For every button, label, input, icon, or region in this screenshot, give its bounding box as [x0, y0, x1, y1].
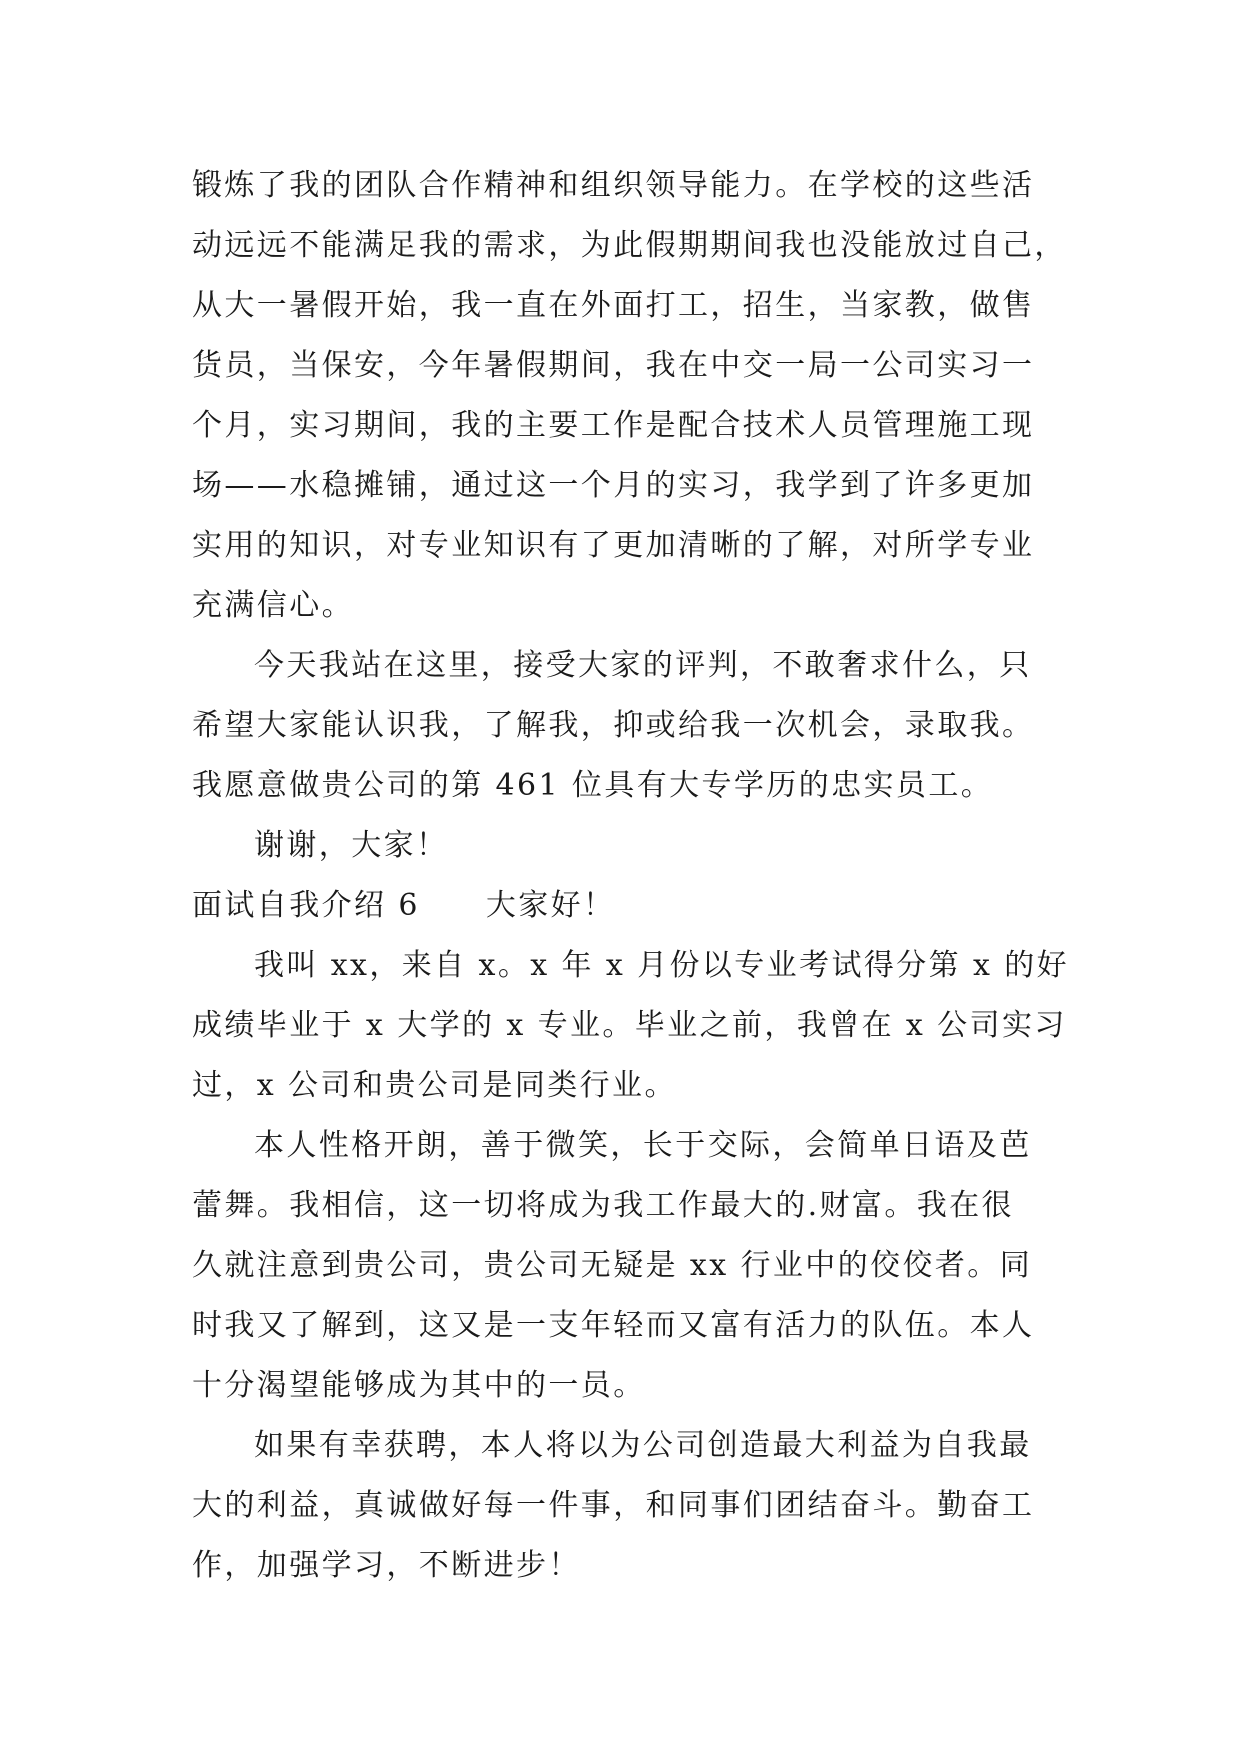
- thanks-line: 谢谢，大家！: [254, 828, 449, 863]
- paragraph-line: 我叫 xx，来自 x。x 年 x 月份以专业考试得分第 x 的好: [254, 948, 1070, 983]
- paragraph-line: 大的利益，真诚做好每一件事，和同事们团结奋斗。勤奋工: [192, 1488, 1035, 1523]
- paragraph-line: 如果有幸获聘，本人将以为公司创造最大利益为自我最: [254, 1428, 1032, 1463]
- greeting: 大家好！: [485, 888, 616, 923]
- paragraph-line: 从大一暑假开始，我一直在外面打工，招生，当家教，做售: [192, 288, 1035, 323]
- section-heading-row: [192, 886, 615, 926]
- paragraph-line: 货员，当保安，今年暑假期间，我在中交一局一公司实习一: [192, 348, 1035, 383]
- paragraph-line: 希望大家能认识我，了解我，抑或给我一次机会，录取我。: [192, 708, 1035, 743]
- paragraph-line: 我愿意做贵公司的第 461 位具有大专学历的忠实员工。: [192, 768, 994, 803]
- paragraph-line: 锻炼了我的团队合作精神和组织领导能力。在学校的这些活: [192, 168, 1035, 203]
- paragraph-line: 本人性格开朗，善于微笑，长于交际，会简单日语及芭: [254, 1128, 1032, 1163]
- paragraph-line: 时我又了解到，这又是一支年轻而又富有活力的队伍。本人: [192, 1308, 1035, 1343]
- section-title: 面试自我介绍 6: [192, 888, 420, 923]
- paragraph-line: 作，加强学习，不断进步！: [192, 1548, 581, 1583]
- paragraph-line: 久就注意到贵公司，贵公司无疑是 xx 行业中的佼佼者。同: [192, 1248, 1033, 1283]
- paragraph-line: 动远远不能满足我的需求，为此假期期间我也没能放过自己，: [192, 228, 1067, 263]
- paragraph-line: 实用的知识，对专业知识有了更加清晰的了解，对所学专业: [192, 528, 1035, 563]
- paragraph-line: 蕾舞。我相信，这一切将成为我工作最大的.财富。我在很: [192, 1188, 1014, 1223]
- paragraph-line: 个月，实习期间，我的主要工作是配合技术人员管理施工现: [192, 408, 1035, 443]
- paragraph-line: 今天我站在这里，接受大家的评判，不敢奢求什么，只: [254, 648, 1032, 683]
- paragraph-line: 十分渴望能够成为其中的一员。: [192, 1368, 646, 1403]
- paragraph-line: 过，x 公司和贵公司是同类行业。: [192, 1068, 677, 1103]
- paragraph-line: 成绩毕业于 x 大学的 x 专业。毕业之前，我曾在 x 公司实习: [192, 1008, 1067, 1043]
- paragraph-line: 场——水稳摊铺，通过这一个月的实习，我学到了许多更加: [192, 468, 1035, 503]
- paragraph-line: 充满信心。: [192, 588, 354, 623]
